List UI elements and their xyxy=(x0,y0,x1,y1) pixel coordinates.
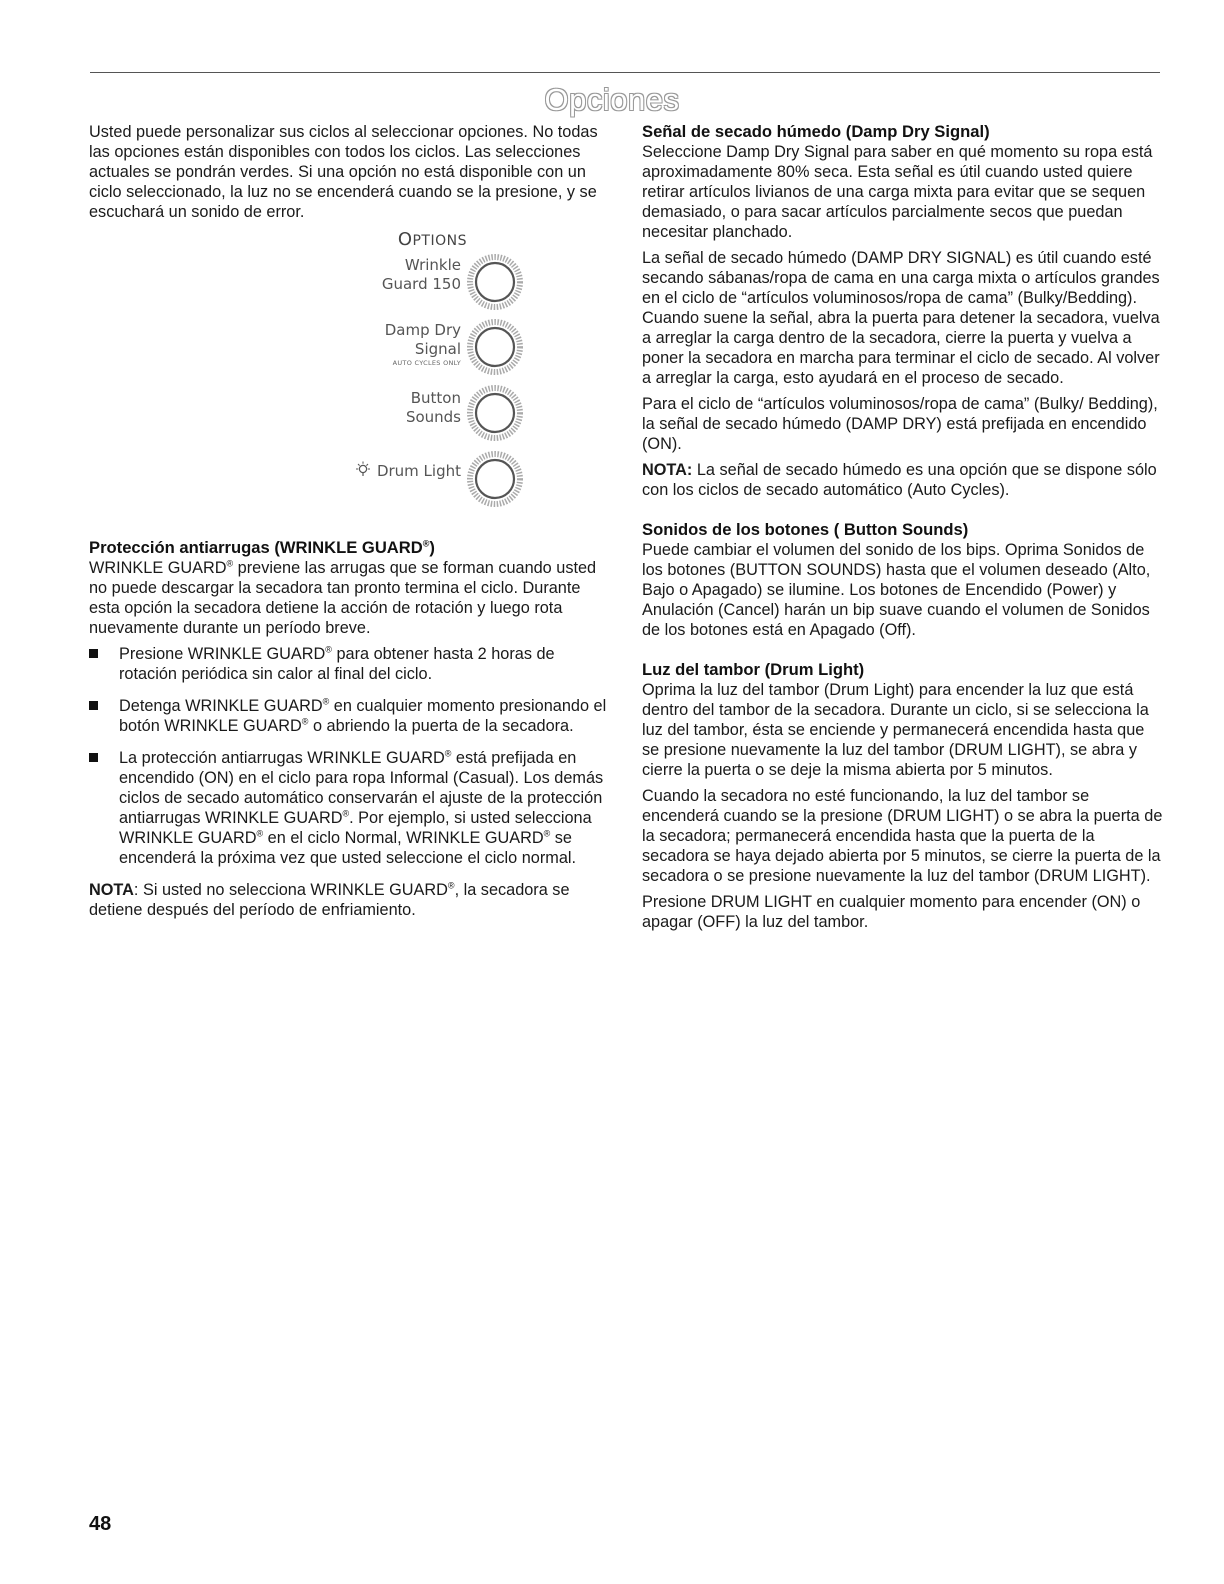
left-column xyxy=(89,122,607,926)
damp-dry-section xyxy=(642,122,1164,500)
page-title: Opciones xyxy=(544,82,680,117)
options-heading-initial: O xyxy=(397,229,413,250)
light-bulb-icon xyxy=(354,461,372,479)
button-sounds-paragraph: Puede cambiar el volumen del sonido de los bips. Oprima Sonidos de los botones (BUTTON SOUNDS) hasta que el volumen deseado (Alto, Bajo o Apagado) se ilumine. Los botones de Encendido (Power) y Anulación (Cancel) harán un bip suave cuando el volumen de Sonidos de los botones está en Apagado (Off). xyxy=(642,541,1151,639)
intro-paragraph: Usted puede personalizar sus ciclos al seleccionar opciones. No todas las opciones están disponibles con todos los ciclos. Las selecciones actuales se pondrán verdes. Si una opción no está disponible con un ciclo seleccionado, la luz no se encenderá cuando se la presione, y se escuchará un sonido de error. xyxy=(89,123,598,221)
damp-dry-note: NOTA: La señal de secado húmedo es una opción que se dispone sólo con los ciclos de secado automático (Auto Cycles). xyxy=(642,461,1157,499)
drum-light-paragraph-1: Oprima la luz del tambor (Drum Light) para encender la luz que está dentro del tambor de la secadora. Durante un ciclo, si se selecciona la luz del tambor, ésta se enciende y permanecerá encendida hasta que se presione nuevamente la luz del tambor (DRUM LIGHT), se abra y cierre la puerta o se deje la misma abierta por 5 minutos. xyxy=(642,681,1149,779)
top-rule xyxy=(90,72,1160,73)
drum-light-paragraph-2: Cuando la secadora no esté funcionando, la luz del tambor se encenderá cuando se la presione (DRUM LIGHT) o se abra la puerta de la secadora; permanecerá encendida hasta que la puerta de la secadora se haya dejado abierta por 5 minutos, se cierre la puerta de la secadora o se presione nuevamente la luz del tambor (DRUM LIGHT). xyxy=(642,787,1163,885)
damp-dry-heading: Señal de secado húmedo (Damp Dry Signal) xyxy=(642,122,990,141)
options-heading-rest: PTIONS xyxy=(412,233,467,249)
auto-cycles-only-note: AUTO CYCLES ONLY xyxy=(392,359,461,367)
right-column xyxy=(642,122,1164,938)
options-panel xyxy=(89,230,607,520)
damp-dry-paragraph-1: Seleccione Damp Dry Signal para saber en qué momento su ropa está aproximadamente 80% seca. Esta señal es útil cuando usted quiere retirar artículos livianos de una carga mixta para evitar que se sequen demasiado, o para sacar artículos parcialmente secos que puedan necesitar planchado. xyxy=(642,143,1153,241)
wrinkle-guard-button[interactable] xyxy=(465,252,525,312)
page-number: 48 xyxy=(89,1513,112,1535)
wrinkle-guard-label: Wrinkle Guard 150 xyxy=(381,256,461,293)
options-panel-heading xyxy=(299,230,467,251)
bullet-icon xyxy=(89,753,98,762)
list-item: Presione WRINKLE GUARD® para obtener hasta 2 horas de rotación periódica sin calor al final del ciclo. xyxy=(89,644,607,684)
drum-light-label: Drum Light xyxy=(354,461,461,481)
button-sounds-heading: Sonidos de los botones ( Button Sounds) xyxy=(642,520,969,539)
list-item: La protección antiarrugas WRINKLE GUARD® está prefijada en encendido (ON) en el ciclo para ropa Informal (Casual). Los demás ciclos de secado automático conservarán el ajuste de la protección antiarrugas WRINKLE GUARD®. Por ejemplo, si usted selecciona WRINKLE GUARD® en el ciclo Normal, WRINKLE GUARD® se encenderá la próxima vez que usted seleccione el ciclo normal. xyxy=(89,748,607,868)
wrinkle-guard-section xyxy=(89,538,607,920)
button-sounds-section xyxy=(642,520,1164,640)
damp-dry-signal-button[interactable] xyxy=(465,317,525,377)
bullet-icon xyxy=(89,649,98,658)
drum-light-button[interactable] xyxy=(465,449,525,509)
drum-light-paragraph-3: Presione DRUM LIGHT en cualquier momento para encender (ON) o apagar (OFF) la luz del tambor. xyxy=(642,893,1141,931)
button-sounds-label: Button Sounds xyxy=(405,389,461,426)
damp-dry-signal-label: Damp Dry Signal AUTO CYCLES ONLY xyxy=(384,321,461,367)
list-item: Detenga WRINKLE GUARD® en cualquier momento presionando el botón WRINKLE GUARD® o abriendo la puerta de la secadora. xyxy=(89,696,607,736)
bullet-icon xyxy=(89,701,98,710)
wrinkle-guard-note: NOTA: Si usted no selecciona WRINKLE GUARD®, la secadora se detiene después del período de enfriamiento. xyxy=(89,880,570,919)
damp-dry-paragraph-2: La señal de secado húmedo (DAMP DRY SIGNAL) es útil cuando esté secando sábanas/ropa de cama en una carga mixta o artículos grandes en el ciclo de “artículos voluminosos/ropa de cama” (Bulky/Bedding). Cuando suene la señal, abra la puerta para detener la secadora, vuelva a arreglar la carga dentro de la secadora, cierre la puerta y vuelva a poner la secadora en marcha para terminar el ciclo de secado. Al volver a arreglar la carga, esto ayudará en el proceso de secado. xyxy=(642,249,1160,387)
wrinkle-guard-heading: Protección antiarrugas (WRINKLE GUARD®) xyxy=(89,538,435,557)
wrinkle-guard-list xyxy=(89,644,607,868)
drum-light-heading: Luz del tambor (Drum Light) xyxy=(642,660,865,679)
wrinkle-guard-paragraph: WRINKLE GUARD® previene las arrugas que se forman cuando usted no puede descargar la secadora tan pronto termina el ciclo. Durante esta opción la secadora detiene la acción de rotación y luego rota nuevamente durante un período breve. xyxy=(89,558,597,637)
button-sounds-button[interactable] xyxy=(465,383,525,443)
drum-light-section xyxy=(642,660,1164,932)
damp-dry-paragraph-3: Para el ciclo de “artículos voluminosos/ropa de cama” (Bulky/ Bedding), la señal de secado húmedo (DAMP DRY) está prefijada en encendido (ON). xyxy=(642,395,1158,453)
